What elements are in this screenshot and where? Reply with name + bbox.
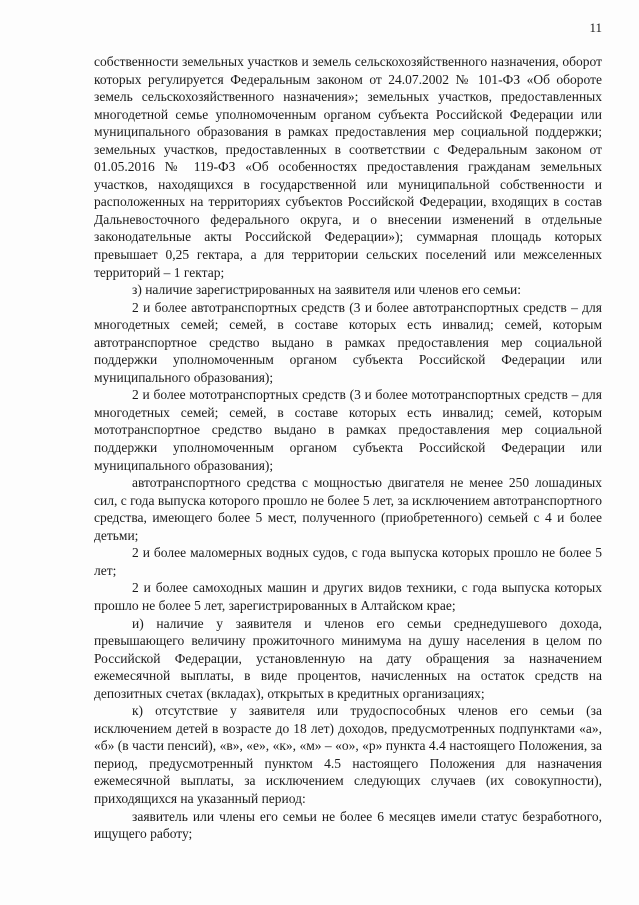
paragraph-self-propelled-machines: 2 и более самоходных машин и других видов техники, с года выпуска которых прошло не более 5 лет, зарегистрированных в Алтайском крае; — [94, 580, 602, 613]
paragraph-item-k: к) отсутствие у заявителя или трудоспособных членов его семьи (за исключением детей в возрасте до 18 лет) доходов, предусмотренных подпунктами «а», «б» (в части пенсий), «в», «е», «к», «м» – «о», «р» пункта 4.4 настоящего Положения, за период, предусмотренный пунктом 4.5 настоящего Положения для назначения ежемесячной выплаты, за исключением следующих случаев (их совокупности), приходящихся на указанный период: — [94, 703, 602, 806]
paragraph-unemployed: заявитель или члены его семьи не более 6 месяцев имели статус безработного, ищущего работу; — [94, 808, 602, 842]
paragraph-high-power-vehicle: автотранспортного средства с мощностью двигателя не менее 250 лошадиных сил, с года выпуска которого прошло не более 5 лет, за исключением автотранспортного средства, имеющего более 5 мест, полученного (приобретенного) семьей с 4 и более детьми; — [94, 475, 602, 543]
paragraph-item-z: з) наличие зарегистрированных на заявителя или членов его семьи: — [132, 282, 521, 298]
paragraph-motor-vehicles: 2 и более автотранспортных средств (3 и более автотранспортных средств – для многодетных семей; семей, в составе которых есть инвалид; семей, которым автотранспортное средство выдано в рамках предоставления мер социальной поддержки уполномоченным органом субъекта Российской Федерации или муниципального образования); — [94, 299, 602, 385]
paragraph-item-i: и) наличие у заявителя и членов его семьи среднедушевого дохода, превышающего величину прожиточного минимума на душу населения в целом по Российской Федерации, установленную на дату обращения за назначением ежемесячной выплаты, в виде процентов, начисленных на остаток средств на депозитных счетах (вкладах), открытых в кредитных организациях; — [94, 615, 602, 701]
paragraph-motorcycles: 2 и более мототранспортных средств (3 и более мототранспортных средств – для многодетных семей; семей, в составе которых есть инвалид; семей, которым мототранспортное средство выдано в рамках предоставления мер социальной поддержки уполномоченным органом субъекта Российской Федерации или муниципального образования); — [94, 387, 602, 473]
paragraph-land-plots: собственности земельных участков и земель сельскохозяйственного назначения, оборот которых регулируется Федеральным законом от 24.07.2002 № 101-ФЗ «Об обороте земель сельскохозяйственного назначения»; земельных участков, предоставленных многодетной семье уполномоченным органом субъекта Российской Федерации или муниципального образования в рамках предоставления мер социальной поддержки; земельных участков, предоставленных в соответствии с Федеральным законом от 01.05.2016 № 119-ФЗ «Об особенностях предоставления гражданам земельных участков, находящихся в государственной или муниципальной собственности и расположенных на территориях субъектов Российской Федерации, входящих в состав Дальневосточного федерального округа, и о внесении изменений в отдельные законодательные акты Российской Федерации»); суммарная площадь которых превышает 0,25 гектара, а для территории сельских поселений или межселенных территорий – 1 гектар; — [94, 54, 602, 280]
page-number: 11 — [589, 20, 602, 35]
page-body — [94, 53, 602, 843]
paragraph-small-vessels: 2 и более маломерных водных судов, с года выпуска которых прошло не более 5 лет; — [94, 545, 602, 578]
